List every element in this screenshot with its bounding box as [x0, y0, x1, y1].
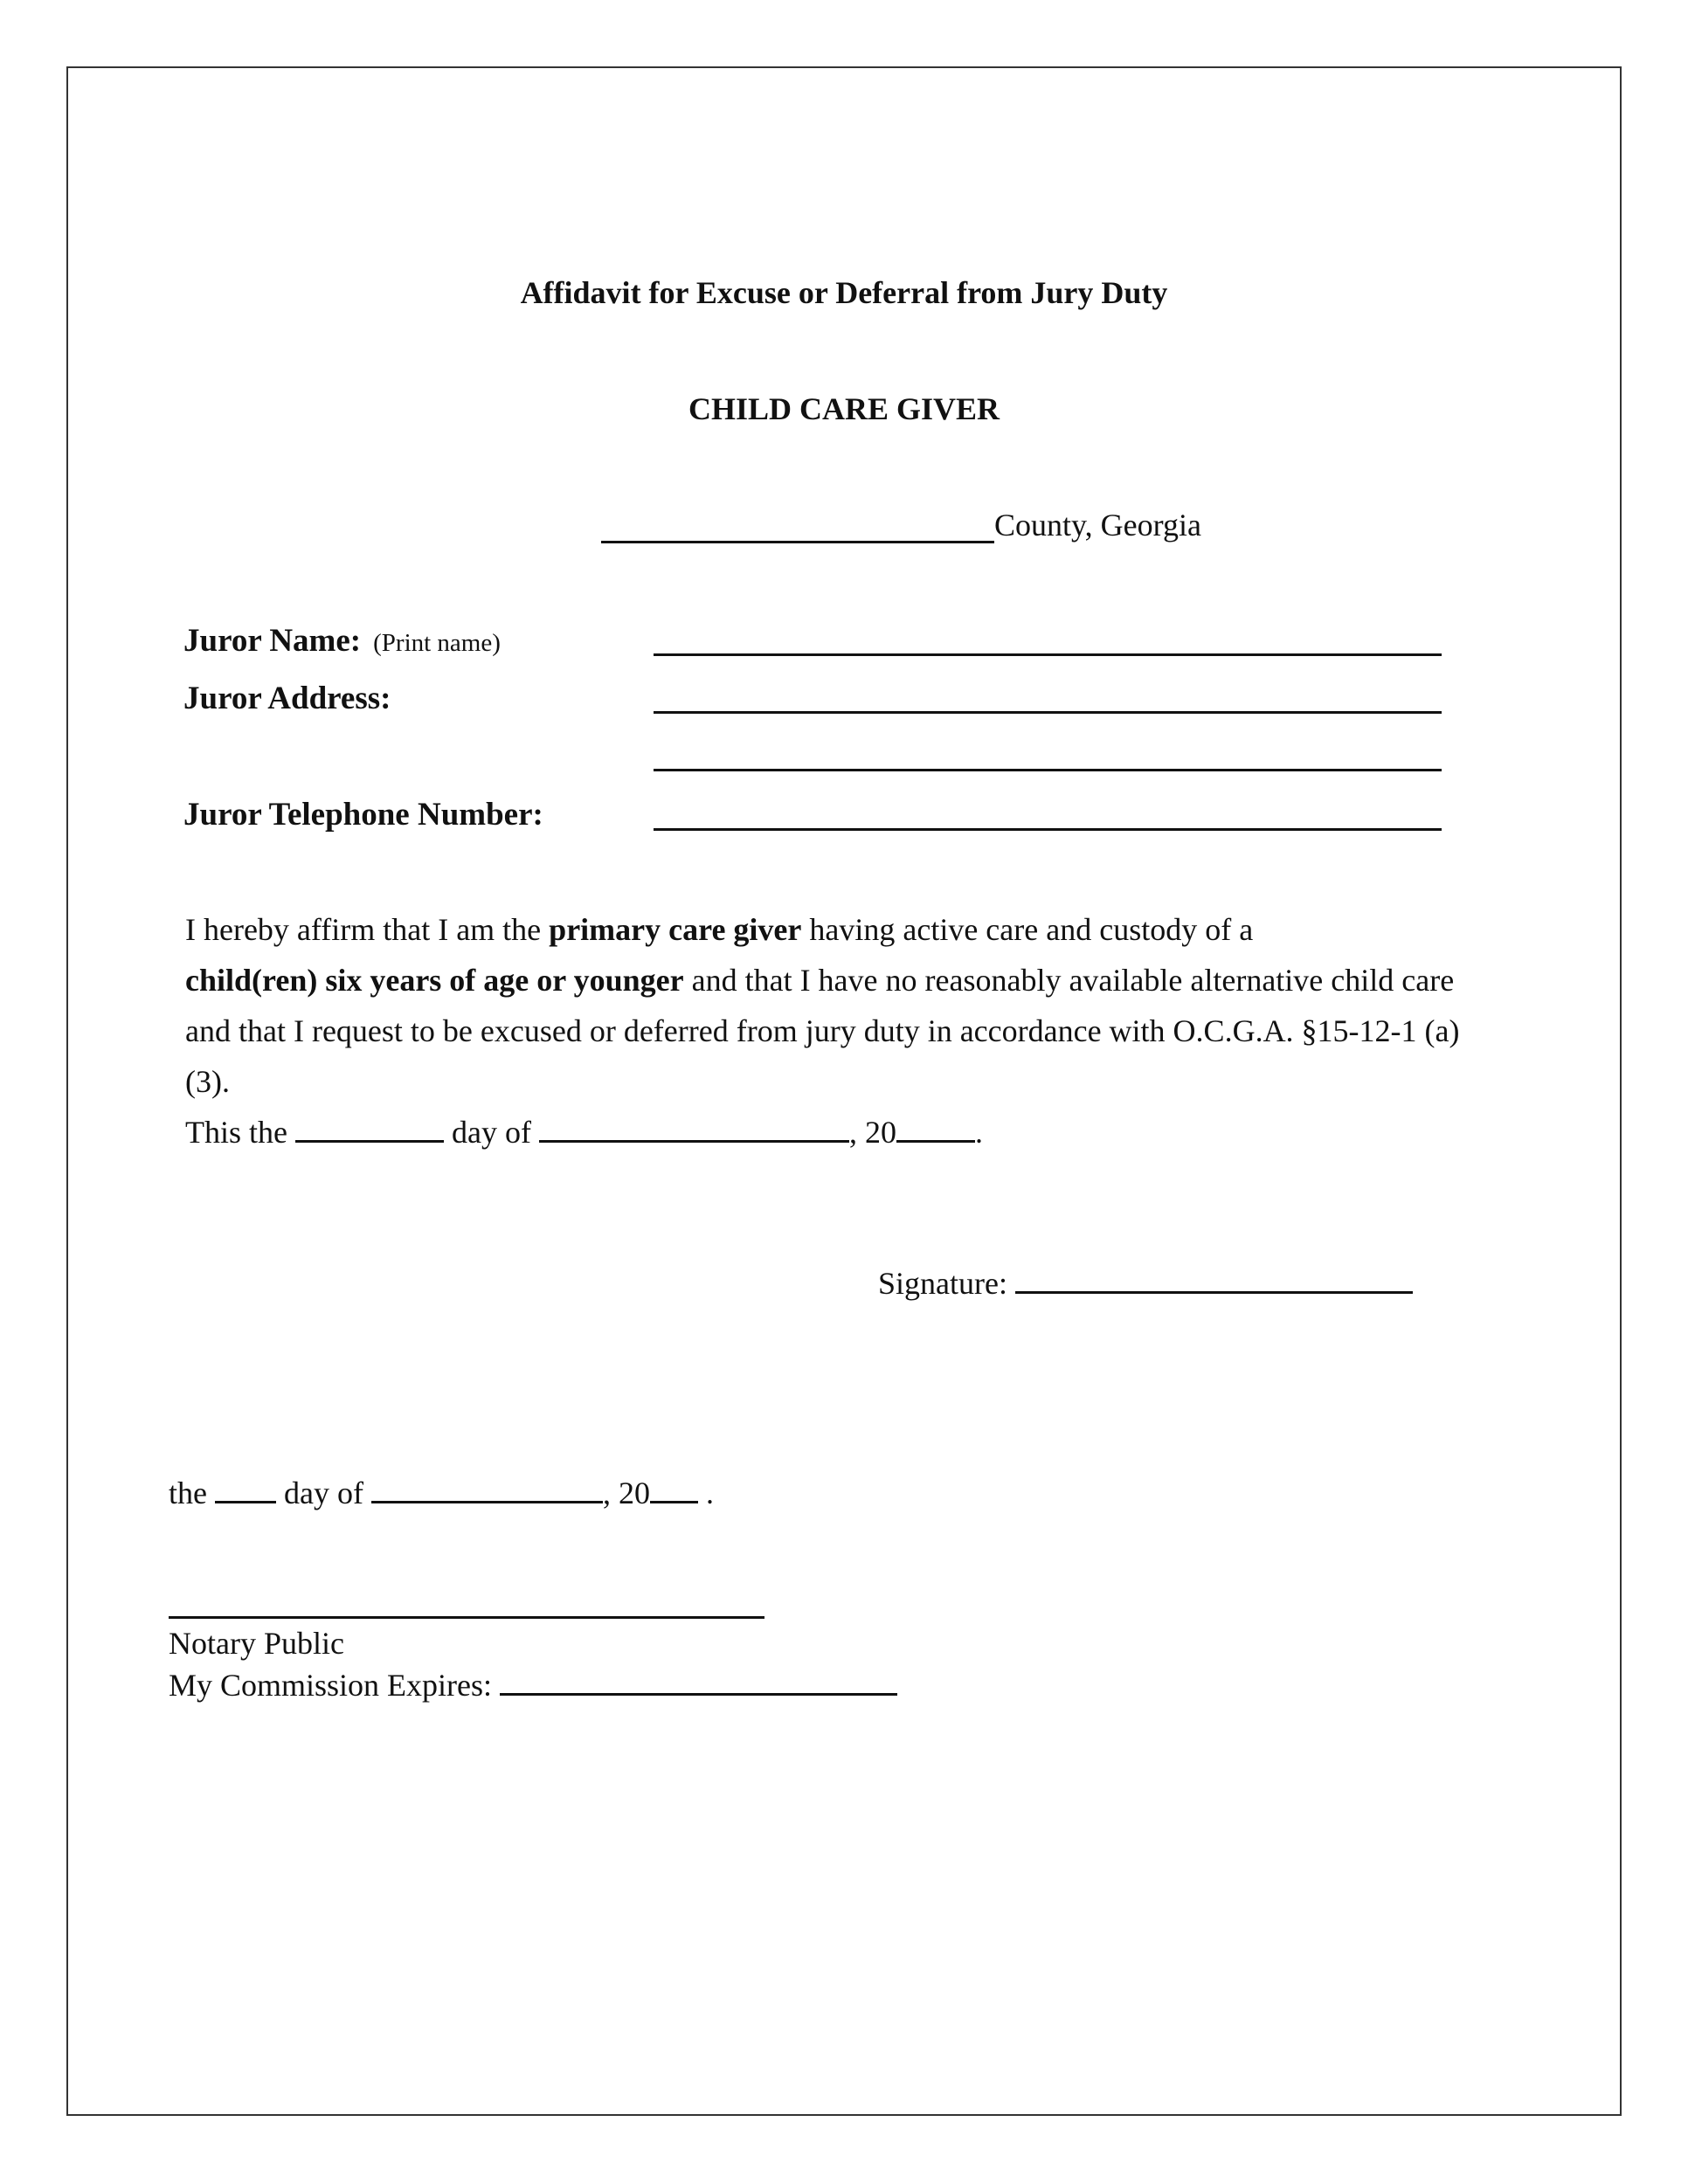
notary-year-blank[interactable]: [650, 1475, 698, 1503]
notary-public-label: Notary Public: [169, 1626, 344, 1661]
notary-the: the: [169, 1476, 215, 1510]
date-comma-20: , 20: [848, 1115, 896, 1150]
juror-address-blank-2[interactable]: [654, 769, 1442, 771]
juror-name-label: [183, 622, 501, 660]
date-end: .: [974, 1115, 983, 1150]
juror-name-blank[interactable]: [654, 653, 1442, 656]
county-line: [601, 507, 1201, 543]
notary-end: .: [697, 1476, 714, 1510]
juror-phone-blank[interactable]: [654, 828, 1442, 831]
juror-phone-label: Juror Telephone Number:: [183, 797, 543, 833]
document-subtitle: CHILD CARE GIVER: [688, 391, 1000, 426]
commission-line: [169, 1667, 897, 1704]
affirmation-part2: having active care and custody of a: [801, 912, 1254, 947]
county-blank[interactable]: [601, 540, 994, 543]
notary-month-blank[interactable]: [371, 1475, 603, 1503]
county-suffix: County, Georgia: [994, 508, 1201, 543]
affirmation-part1: I hereby affirm that I am the: [185, 912, 550, 947]
primary-care-giver-bold: primary care giver: [549, 912, 802, 947]
document-title: Affidavit for Excuse or Deferral from Jury Duty: [520, 275, 1168, 310]
signature-label: Signature:: [878, 1266, 1007, 1301]
signature-line: [878, 1265, 1413, 1302]
commission-expires-blank[interactable]: [500, 1667, 897, 1696]
date-day-of: day of: [443, 1115, 539, 1150]
print-name-hint: (Print name): [373, 629, 501, 657]
affirmation-month-blank[interactable]: [539, 1114, 849, 1143]
juror-address-blank-1[interactable]: [654, 711, 1442, 714]
notary-day-blank[interactable]: [215, 1475, 276, 1503]
date-prefix: This the: [185, 1115, 295, 1150]
juror-address-label: Juror Address:: [183, 681, 391, 716]
notary-date-line: [169, 1475, 714, 1511]
notary-day-of: day of: [275, 1476, 371, 1510]
affirmation-date-line: [178, 1107, 1489, 1158]
notary-signature-blank[interactable]: [169, 1616, 764, 1619]
signature-blank[interactable]: [1015, 1265, 1413, 1294]
juror-name-label-text: Juror Name:: [183, 623, 362, 659]
children-age-bold: child(ren) six years of age or younger: [185, 963, 684, 998]
affirmation-part3: and that I have no reasonably available alternative child care and that I request to be excused or deferred from jury duty in accordance with O.C.G.A. §15-12-1 (a) (3).: [185, 963, 1460, 1099]
affirmation-day-blank[interactable]: [295, 1114, 444, 1143]
affirmation-year-blank[interactable]: [896, 1114, 975, 1143]
commission-label: My Commission Expires:: [169, 1668, 493, 1703]
notary-comma-20: , 20: [602, 1476, 650, 1510]
affirmation-paragraph: [178, 904, 1489, 1158]
affirmation-text: [178, 904, 1489, 1107]
